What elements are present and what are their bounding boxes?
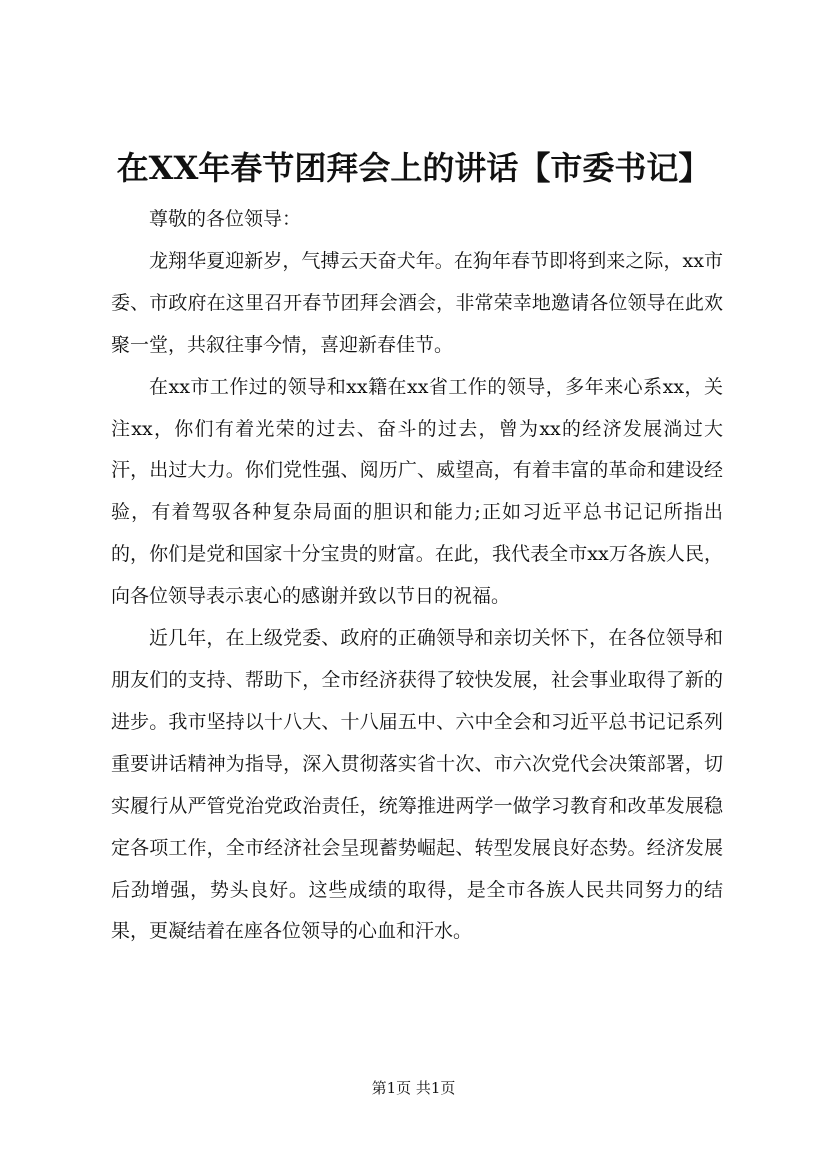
document-body	[111, 199, 723, 953]
paragraph-2: 在xx市工作过的领导和xx籍在xx省工作的领导，多年来心系xx，关注xx，你们有着光荣的过去、奋斗的过去，曾为xx的经济发展淌过大汗，出过大力。你们党性强、阅历广、威望高，有着丰富的革命和建设经验，有着驾驭各种复杂局面的胆识和能力;正如习近平总书记记所指出的，你们是党和国家十分宝贵的财富。在此，我代表全市xx万各族人民，向各位领导表示衷心的感谢并致以节日的祝福。	[111, 375, 723, 608]
paragraph-3: 近几年，在上级党委、政府的正确领导和亲切关怀下，在各位领导和朋友们的支持、帮助下，全市经济获得了较快发展，社会事业取得了新的进步。我市坚持以十八大、十八届五中、六中全会和习近平总书记记系列重要讲话精神为指导，深入贯彻落实省十次、市六次党代会决策部署，切实履行从严管党治党政治责任，统筹推进两学一做学习教育和改革发展稳定各项工作，全市经济社会呈现蓄势崛起、转型发展良好态势。经济发展后劲增强，势头良好。这些成绩的取得，是全市各族人民共同努力的结果，更凝结着在座各位领导的心血和汗水。	[111, 627, 723, 943]
paragraph-1: 龙翔华夏迎新岁，气搏云天奋犬年。在狗年春节即将到来之际，xx市委、市政府在这里召开春节团拜会酒会，非常荣幸地邀请各位领导在此欢聚一堂，共叙往事今情，喜迎新春佳节。	[111, 249, 723, 356]
salutation: 尊敬的各位领导：	[149, 208, 302, 230]
document-title: 在XX年春节团拜会上的讲话【市委书记】	[116, 149, 711, 187]
page-footer: 第1页 共1页	[371, 1079, 456, 1097]
